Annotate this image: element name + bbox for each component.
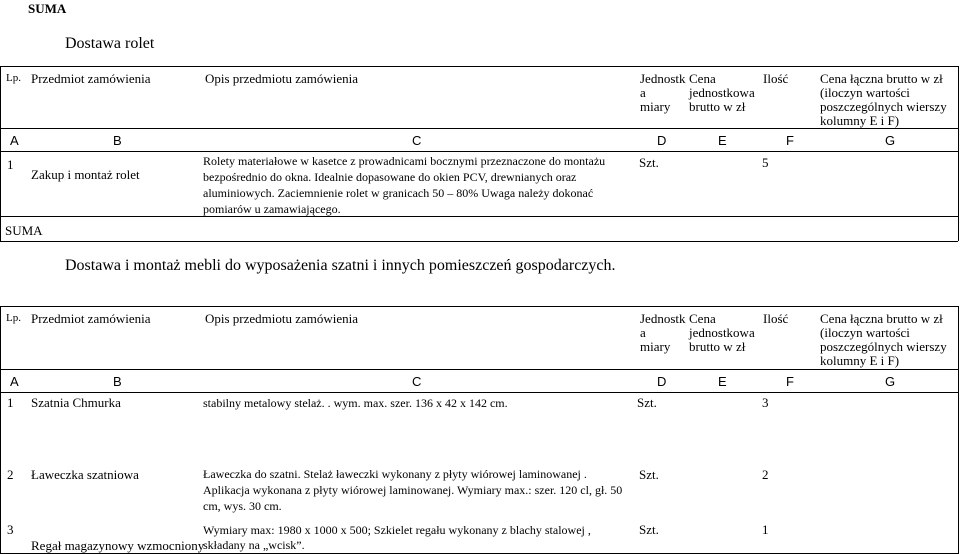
row-subject: Regał magazynowy wzmocniony [31, 538, 205, 553]
col-letter-c: C [412, 374, 422, 389]
header-total-1: Cena łączna brutto w zł [820, 311, 943, 326]
row-unit: Szt. [637, 395, 657, 410]
header-unit-1: Jednostk [640, 71, 686, 86]
header-total-3: poszczególnych wierszy [820, 99, 947, 114]
row-desc-line-4: pomiarów u zamawiającego. [203, 202, 341, 216]
row-desc-line-2: Aplikacja wykonana z płyty wiórowej laminowanej. Wymiary max.: szer. 120 cl, gł. 50 [203, 483, 623, 497]
row-unit: Szt. [639, 155, 659, 170]
header-unit-1: Jednostk [640, 311, 686, 326]
row-qty: 2 [762, 467, 769, 482]
header-total-4: kolumny E i F) [820, 353, 900, 368]
col-letter-d: D [657, 133, 667, 148]
row-unit: Szt. [639, 467, 659, 482]
col-letter-e: E [718, 374, 727, 389]
row-desc-line-2: bezpośrednio do okna. Idealnie dopasowane do okien PCV, drewnianych oraz [203, 170, 577, 184]
row-desc-line-1: Ławeczka do szatni. Stelaż ławeczki wykonany z płyty wiórowej laminowanej . [203, 467, 587, 481]
col-letter-g: G [885, 374, 896, 389]
header-qty: Ilość [763, 311, 789, 326]
row-subject: Szatnia Chmurka [31, 395, 121, 410]
header-subject: Przedmiot zamówienia [31, 71, 151, 86]
row-subject: Zakup i montaż rolet [31, 167, 140, 182]
section1-title: Dostawa rolet [65, 35, 155, 52]
header-price-2: jednostkowa [689, 85, 755, 100]
row-qty: 5 [762, 155, 769, 170]
row-lp: 2 [7, 467, 14, 482]
header-lp: Lp. [6, 72, 21, 84]
col-letter-c: C [412, 133, 422, 148]
row-qty: 1 [762, 522, 769, 537]
row-desc-line-3: cm, wys. 30 cm. [203, 499, 282, 513]
col-letter-e: E [718, 133, 727, 148]
header-total-3: poszczególnych wierszy [820, 339, 947, 354]
section2-title: Dostawa i montaż mebli do wyposażenia szatni i innych pomieszczeń gospodarczych. [65, 257, 616, 274]
col-letter-b: B [113, 133, 122, 148]
row-lp: 1 [7, 395, 14, 410]
row-subject: Ławeczka szatniowa [31, 467, 139, 482]
top-suma-label: SUMA [28, 1, 67, 16]
section1-suma: SUMA [5, 223, 43, 238]
header-qty: Ilość [763, 71, 789, 86]
row-desc-line-1: Rolety materiałowe w kasetce z prowadnicami bocznymi przeznaczone do montażu [203, 154, 606, 168]
header-price-1: Cena [689, 311, 716, 326]
header-unit-2: a [640, 325, 646, 340]
header-price-3: brutto w zł [689, 339, 746, 354]
row-lp: 1 [7, 157, 14, 172]
row-desc-line-1: Wymiary max: 1980 x 1000 x 500; Szkielet regału wykonany z blachy stalowej , [203, 523, 591, 537]
header-price-3: brutto w zł [689, 99, 746, 114]
row-desc-line-3: aluminiowych. Zaciemnienie rolet w granicach 50 – 80% Uwaga należy dokonać [203, 186, 594, 200]
header-lp: Lp. [6, 312, 21, 324]
header-unit-3: miary [640, 99, 671, 114]
col-letter-f: F [786, 374, 794, 389]
col-letter-b: B [113, 374, 122, 389]
header-price-1: Cena [689, 71, 716, 86]
header-price-2: jednostkowa [689, 325, 755, 340]
col-letter-a: A [10, 374, 19, 389]
header-unit-3: miary [640, 339, 671, 354]
header-total-4: kolumny E i F) [820, 113, 900, 128]
row-unit: Szt. [639, 522, 659, 537]
row-desc-line-2: składany na „wcisk”. [203, 538, 305, 552]
row-lp: 3 [7, 522, 14, 537]
header-unit-2: a [640, 85, 646, 100]
header-subject: Przedmiot zamówienia [31, 311, 151, 326]
header-desc: Opis przedmiotu zamówienia [205, 311, 359, 326]
row-desc-line-1: stabilny metalowy stelaż. . wym. max. szer. 136 x 42 x 142 cm. [203, 396, 508, 410]
row-qty: 3 [762, 395, 769, 410]
col-letter-d: D [657, 374, 667, 389]
header-total-2: (iloczyn wartości [820, 325, 910, 340]
header-total-1: Cena łączna brutto w zł [820, 71, 943, 86]
col-letter-g: G [885, 133, 896, 148]
col-letter-a: A [10, 133, 19, 148]
header-desc: Opis przedmiotu zamówienia [205, 71, 359, 86]
header-total-2: (iloczyn wartości [820, 85, 910, 100]
col-letter-f: F [786, 133, 794, 148]
